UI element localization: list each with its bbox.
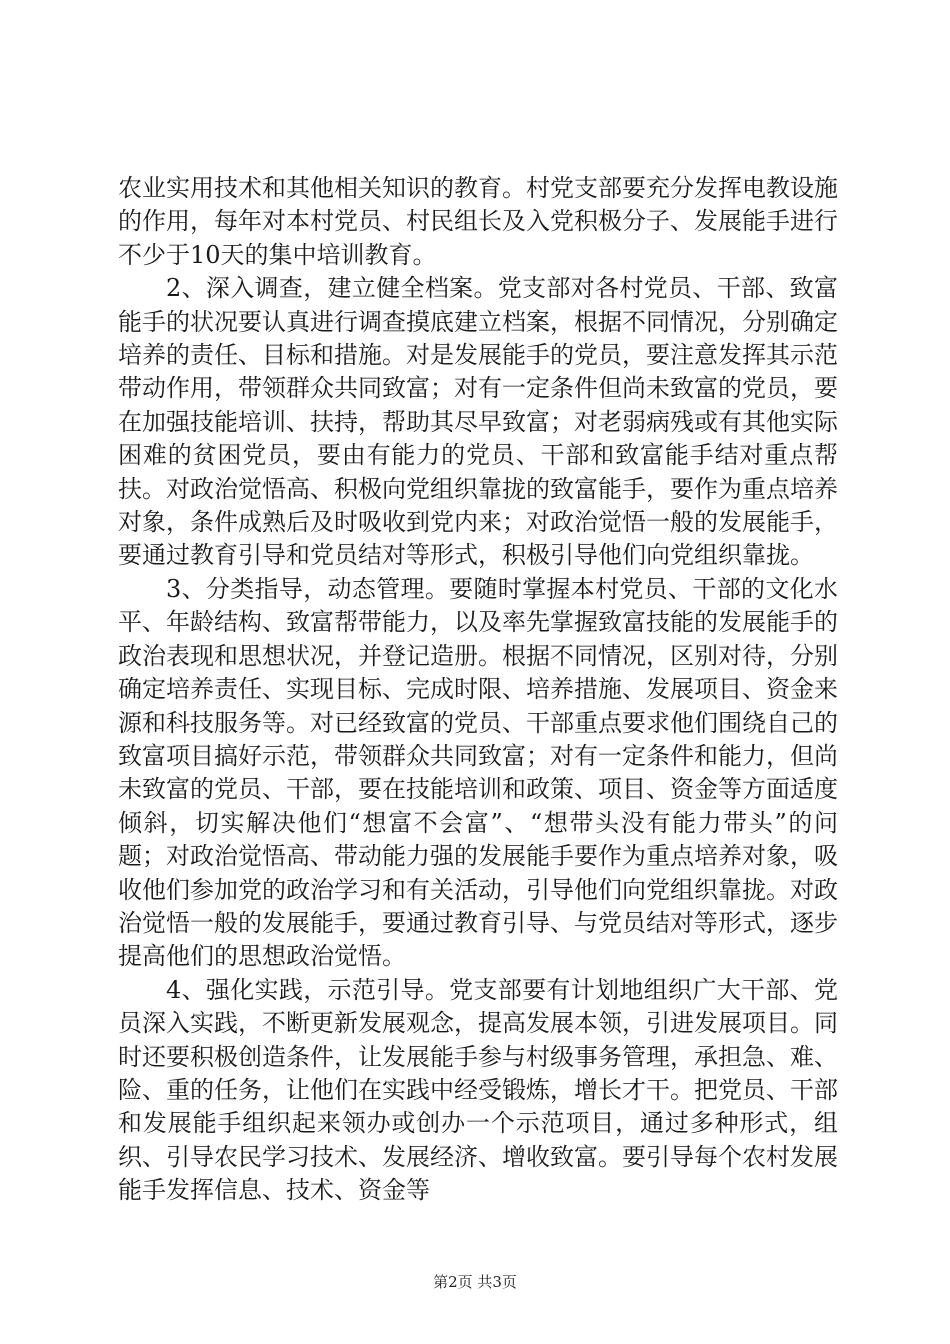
paragraph-4: 4、强化实践，示范引导。党支部要有计划地组织广大干部、党员深入实践，不断更新发展观念，提高发展本领，引进发展项目。同时还要积极创造条件，让发展能手参与村级事务管理，承担急、难、险、重的任务，让他们在实践中经受锻炼，增长才干。把党员、干部和发展能手组织起来领办或创办一个示范项目，通过多种形式，组织、引导农民学习技术、发展经济、增收致富。要引导每个农村发展能手发挥信息、技术、资金等 bbox=[118, 975, 838, 1205]
paragraph-3: 3、分类指导，动态管理。要随时掌握本村党员、干部的文化水平、年龄结构、致富帮带能力，以及率先掌握致富技能的发展能手的政治表现和思想状况，并登记造册。根据不同情况，区别对待，分别确定培养责任、实现目标、完成时限、培养措施、发展项目、资金来源和科技服务等。对已经致富的党员、干部重点要求他们围绕自己的致富项目搞好示范，带领群众共同致富；对有一定条件和能力，但尚未致富的党员、干部，要在技能培训和政策、项目、资金等方面适度倾斜，切实解决他们“想富不会富”、“想带头没有能力带头”的问题；对政治觉悟高、带动能力强的发展能手要作为重点培养对象，吸收他们参加党的政治学习和有关活动，引导他们向党组织靠拢。对政治觉悟一般的发展能手，要通过教育引导、与党员结对等形式，逐步提高他们的思想政治觉悟。 bbox=[118, 574, 838, 971]
paragraph-2: 2、深入调查，建立健全档案。党支部对各村党员、干部、致富能手的状况要认真进行调查摸底建立档案，根据不同情况，分别确定培养的责任、目标和措施。对是发展能手的党员，要注意发挥其示范带动作用，带领群众共同致富；对有一定条件但尚未致富的党员，要在加强技能培训、扶持，帮助其尽早致富；对老弱病残或有其他实际困难的贫困党员，要由有能力的党员、干部和致富能手结对重点帮扶。对政治觉悟高、积极向党组织靠拢的致富能手，要作为重点培养对象，条件成熟后及时吸收到党内来；对政治觉悟一般的发展能手，要通过教育引导和党员结对等形式，积极引导他们向党组织靠拢。 bbox=[118, 274, 838, 570]
paragraph-1: 农业实用技术和其他相关知识的教育。村党支部要充分发挥电教设施的作用，每年对本村党员、村民组长及入党积极分子、发展能手进行不少于10天的集中培训教育。 bbox=[118, 174, 838, 269]
page-footer: 第2页 共3页 bbox=[433, 1273, 517, 1291]
document-body bbox=[118, 172, 838, 1208]
